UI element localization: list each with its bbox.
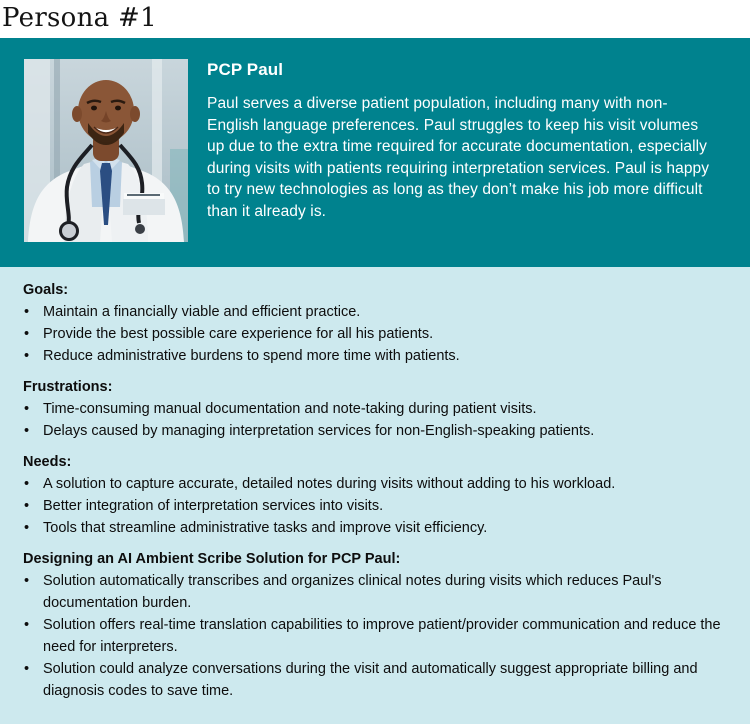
persona-header: [0, 38, 750, 267]
title-band: [0, 0, 750, 38]
section-frustrations: [23, 376, 736, 442]
list-item: • Delays caused by managing interpretation services for non-English-speaking patients.: [23, 420, 736, 442]
list-item: • Solution automatically transcribes and organizes clinical notes during visits which reduces Paul's documentation burden.: [23, 570, 736, 614]
section-heading: Needs:: [23, 454, 72, 470]
persona-name: PCP Paul: [207, 60, 284, 79]
persona-description: Paul serves a diverse patient population, including many with non-English language preferences. Paul struggles to keep his visit volumes up due to the extra time required for accurate documentation, especially during visits with patients requiring interpretation services. Paul is happy to try new technologies as long as they don’t make his job more difficult than it already is.: [207, 95, 710, 220]
list-item: • Provide the best possible care experience for all his patients.: [23, 323, 736, 345]
persona-photo: [24, 59, 188, 242]
list-item: • Time-consuming manual documentation and note-taking during patient visits.: [23, 398, 736, 420]
goals-list: [23, 301, 736, 367]
list-item: • Better integration of interpretation services into visits.: [23, 495, 736, 517]
list-item: • A solution to capture accurate, detailed notes during visits without adding to his workload.: [23, 473, 736, 495]
needs-list: [23, 473, 736, 539]
persona-details: [0, 267, 750, 724]
list-item: • Maintain a financially viable and efficient practice.: [23, 301, 736, 323]
section-heading: Frustrations:: [23, 379, 113, 395]
section-needs: [23, 451, 736, 539]
frustrations-list: [23, 398, 736, 442]
page-title: Persona #1: [2, 3, 157, 33]
persona-summary: [207, 59, 714, 243]
solution-list: [23, 570, 736, 702]
list-item: • Tools that streamline administrative tasks and improve visit efficiency.: [23, 517, 736, 539]
doctor-photo-illustration: [24, 59, 188, 242]
section-heading: Goals:: [23, 282, 69, 298]
list-item: • Solution offers real-time translation capabilities to improve patient/provider communication and reduce the need for interpreters.: [23, 614, 736, 658]
section-ai-scribe-solution: [23, 548, 736, 702]
list-item: • Solution could analyze conversations during the visit and automatically suggest appropriate billing and diagnosis codes to save time.: [23, 658, 736, 702]
section-goals: [23, 279, 736, 367]
section-heading: Designing an AI Ambient Scribe Solution for PCP Paul:: [23, 551, 401, 567]
list-item: • Reduce administrative burdens to spend more time with patients.: [23, 345, 736, 367]
